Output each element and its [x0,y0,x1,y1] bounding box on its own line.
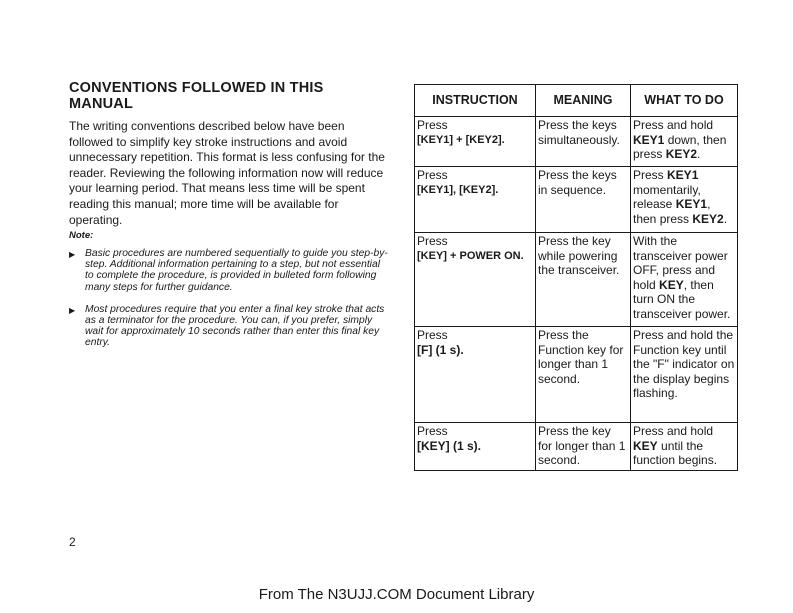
instruction-cell [415,327,536,423]
todo-text: Press [633,168,668,182]
meaning-cell: Press the key while powering the transceiver. [536,233,631,327]
todo-text: momentarily, release [633,182,701,212]
column-header-instruction: INSTRUCTION [415,85,536,117]
column-header-what-to-do: WHAT TO DO [631,85,738,117]
footer-credit: From The N3UJJ.COM Document Library [258,586,535,603]
todo-text: until the function begins. [633,438,718,468]
todo-text: . [697,147,701,162]
instruction-prefix: Press [417,234,448,248]
what-to-do-cell [631,423,738,471]
table-header-row [415,85,738,117]
instruction-key: [KEY] + POWER ON. [417,249,524,262]
meaning-cell: Press the key for longer than 1 second. [536,423,631,471]
table-row [415,117,738,167]
meaning-cell: Press the keys simultaneously. [536,117,631,167]
instruction-prefix: Press [417,168,448,182]
instruction-key: [KEY] (1 s). [417,438,482,453]
key-name: KEY1 [667,168,699,182]
column-header-meaning: MEANING [536,85,631,117]
todo-text: Press and hold the Function key until the "F" indicator on the display begins flashing. [633,328,735,401]
key-name: KEY [659,277,684,292]
table-row [415,233,738,327]
instruction-cell [415,117,536,167]
table-row [415,327,738,423]
intro-paragraph: The writing conventions described below have been followed to simplify key stroke instructions and avoid unnecessary repetition. This format is less confusing for the reader. Reviewing the following information now will reduce your learning period. That means less time will be spent reading this manual; more time will be available for operating. [69,119,385,227]
note-item [69,248,391,293]
instruction-prefix: Press [417,328,448,342]
meaning-cell: Press the Function key for longer than 1 second. [536,327,631,423]
instruction-key: [KEY1] + [KEY2]. [417,133,505,146]
conventions-table [414,84,738,471]
instruction-cell [415,423,536,471]
instruction-prefix: Press [417,118,448,132]
todo-text: With the transceiver power OFF, press and hold [633,234,728,292]
triangle-right-icon: ▶ [69,305,76,315]
key-name: KEY1 [633,132,665,147]
key-name: KEY [633,438,658,453]
table-row [415,167,738,233]
note-list [69,248,391,360]
table-row [415,423,738,471]
what-to-do-cell [631,233,738,327]
note-item [69,304,391,349]
todo-text: . [723,211,728,226]
key-name: KEY1 [675,197,708,212]
key-name: KEY2 [665,147,698,162]
section-heading: CONVENTIONS FOLLOWED IN THIS MANUAL [69,80,324,112]
what-to-do-cell [631,327,738,423]
todo-text: down, then press [633,132,727,162]
what-to-do-cell [631,117,738,167]
page-number: 2 [69,535,76,549]
instruction-cell [415,167,536,233]
triangle-right-icon: ▶ [69,250,76,259]
todo-text: Press and hold [633,118,714,132]
table-body [415,117,738,471]
todo-text: Press and hold [633,424,714,438]
what-to-do-cell [631,167,738,233]
instruction-key: [F] (1 s). [417,342,464,357]
note-text: Basic procedures are numbered sequentially to guide you step-by-step. Additional information pertaining to a step, but not essential to complete the procedure, is provided in bulleted form following many steps for further guidance. [85,248,388,293]
note-text: Most procedures require that you enter a final key stroke that acts as a terminator for the procedure. You can, if you prefer, simply wait for approximately 10 seconds rather than enter this final key entry. [85,303,385,349]
instruction-key: [KEY1], [KEY2]. [417,183,499,196]
todo-text: , then press [633,197,711,226]
instruction-prefix: Press [417,424,448,438]
instruction-cell [415,233,536,327]
key-name: KEY2 [692,211,724,226]
meaning-cell: Press the keys in sequence. [536,167,631,233]
todo-text: , then turn ON the transceiver power. [633,277,731,321]
note-label: Note: [69,230,94,241]
